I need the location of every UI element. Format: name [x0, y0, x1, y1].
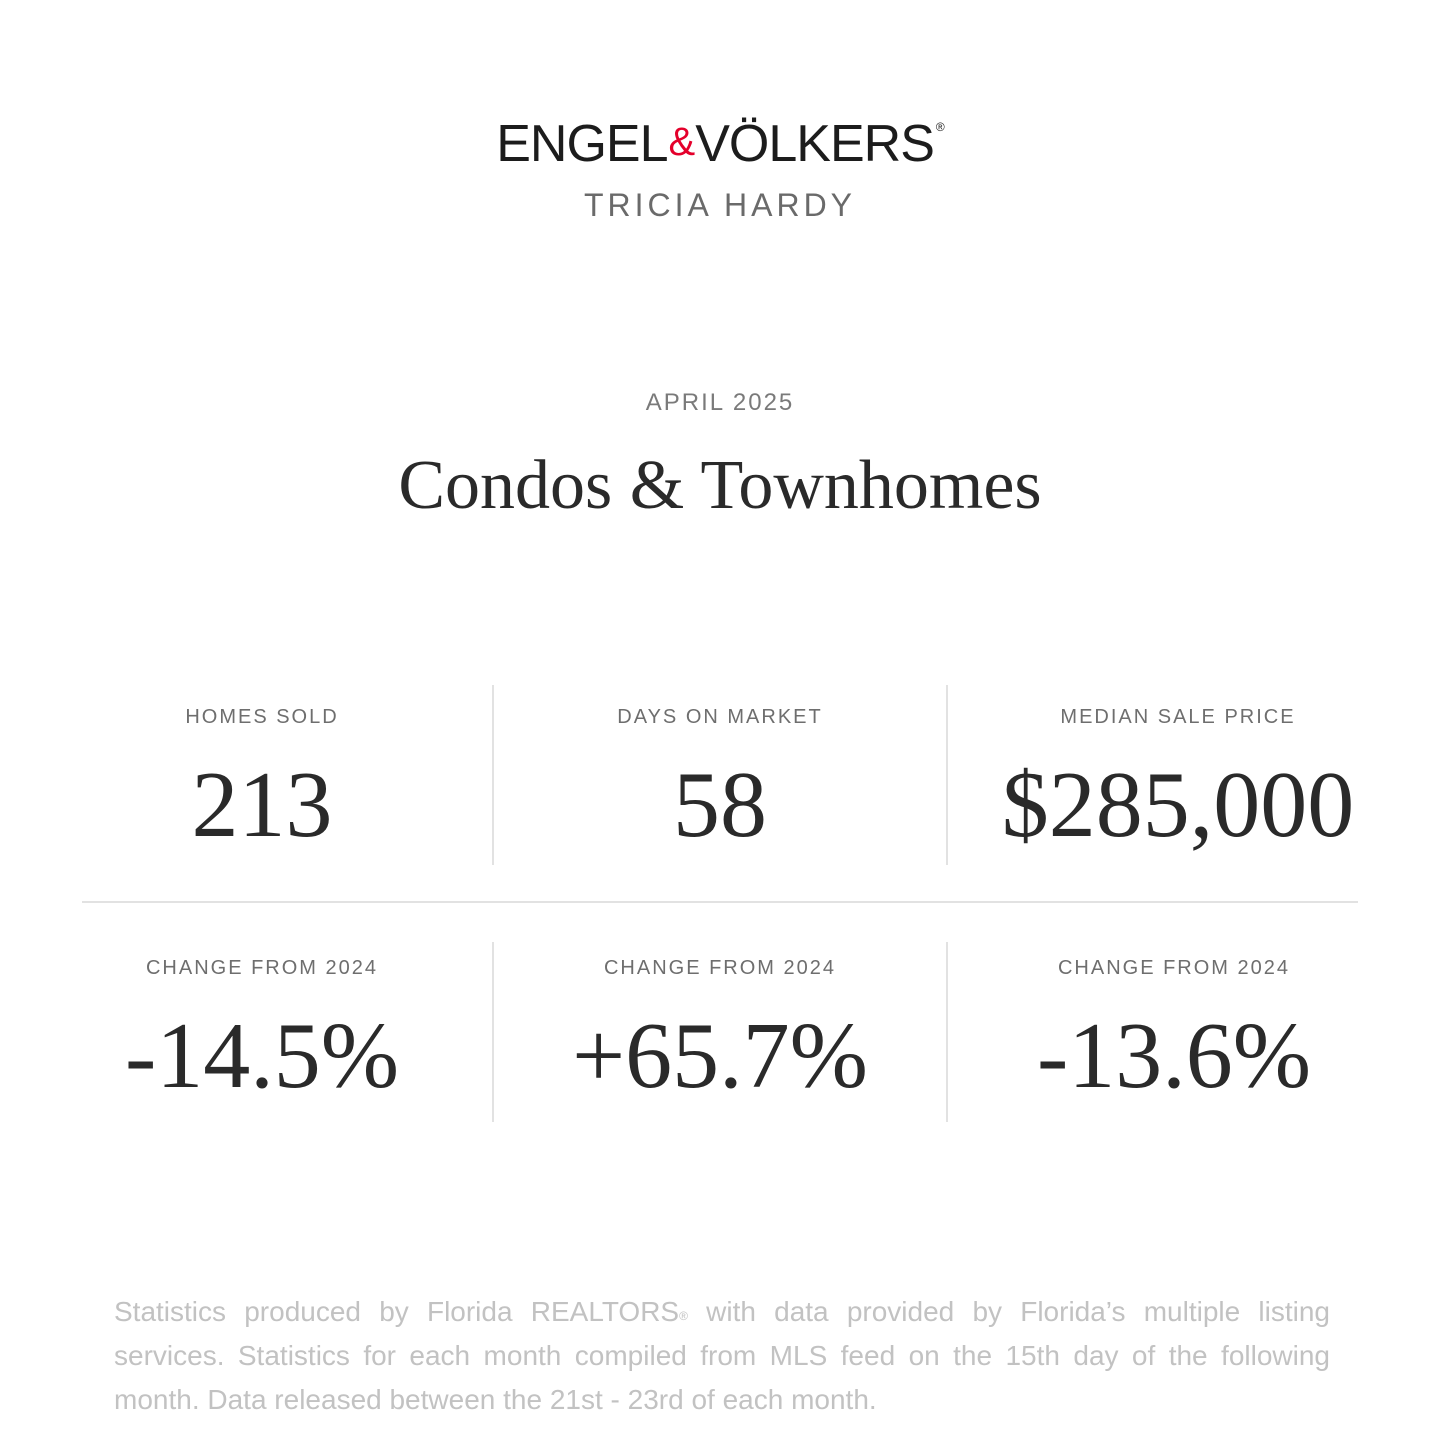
stat-label: CHANGE FROM 2024 [1057, 957, 1291, 979]
stat-label: CHANGE FROM 2024 [603, 957, 837, 979]
stat-value: -14.5% [124, 1004, 400, 1108]
stat-value: 213 [191, 753, 333, 857]
stat-value: $285,000 [1001, 753, 1355, 857]
stat-label: DAYS ON MARKET [617, 706, 823, 728]
report-period: APRIL 2025 [645, 389, 795, 416]
divider-vertical [946, 685, 948, 865]
agent-name: TRICIA HARDY [583, 187, 857, 223]
stat-label: CHANGE FROM 2024 [145, 957, 379, 979]
stat-homes-sold-change [62, 955, 462, 1111]
disclaimer-text [114, 1290, 1330, 1422]
registered-mark: ® [935, 120, 944, 134]
divider-horizontal [82, 901, 1358, 903]
stat-median-sale-price [968, 704, 1388, 860]
brand-name-left: ENGEL [496, 115, 668, 173]
disclaimer-registered-mark: ® [679, 1309, 688, 1323]
disclaimer-part1: Statistics produced by Florida REALTORS [114, 1296, 680, 1327]
divider-vertical [492, 942, 494, 1122]
brand-name-right: VÖLKERS [695, 115, 934, 173]
stat-value: +65.7% [572, 1004, 868, 1108]
stat-homes-sold [62, 704, 462, 860]
stat-label: MEDIAN SALE PRICE [1060, 706, 1296, 728]
stat-value: -13.6% [1036, 1004, 1312, 1108]
report-title: Condos & Townhomes [398, 447, 1042, 524]
stat-days-on-market-change [520, 955, 920, 1111]
brand-logo [0, 112, 1440, 189]
stat-label: HOMES SOLD [185, 706, 339, 728]
stat-days-on-market [520, 704, 920, 860]
disclaimer-part2: with data provided by Florida’s multiple listing services. Statistics for each month compiled from MLS feed on the 15th day of the following month. Data released between the 21st - 23rd of each month. [114, 1296, 1330, 1415]
brand-ampersand: & [668, 120, 695, 164]
stat-median-sale-price-change [968, 955, 1380, 1111]
stat-value: 58 [673, 753, 767, 857]
divider-vertical [492, 685, 494, 865]
divider-vertical [946, 942, 948, 1122]
